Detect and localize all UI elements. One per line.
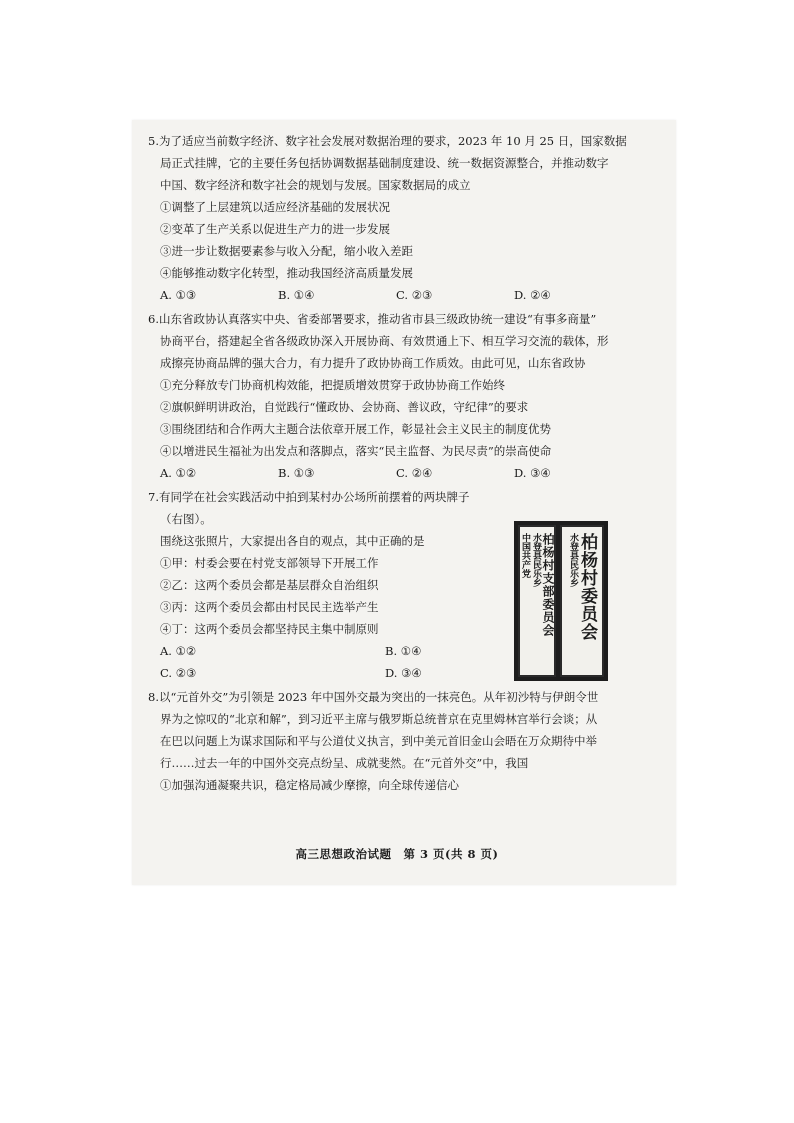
question-6-choices	[148, 462, 663, 484]
question-6-option: ③围绕团结和合作两大主题合法依章开展工作，彰显社会主义民主的制度优势	[160, 422, 551, 436]
party-branch-signboard	[518, 525, 556, 677]
question-8-stem-line: 界为之惊叹的“北京和解”，到习近平主席与俄罗斯总统普京在克里姆林宫举行会谈；从	[160, 712, 598, 726]
choice-a: A. ①②	[160, 466, 197, 480]
question-6-option: ④以增进民生福祉为出发点和落脚点，落实“民主监督、为民尽责”的崇高使命	[160, 444, 552, 458]
question-6-option: ①充分释放专门协商机构效能，把提质增效贯穿于政协协商工作始终	[160, 378, 505, 392]
question-6-stem-line: 6.山东省政协认真落实中央、省委部署要求，推动省市县三级政协统一建设“有事多商量”	[148, 312, 597, 326]
choice-b: B. ①④	[278, 288, 315, 302]
choice-c: C. ②③	[160, 666, 197, 680]
choice-c: C. ②④	[396, 466, 433, 480]
choice-d: D. ③④	[385, 666, 422, 680]
question-8-option: ①加强沟通凝聚共识，稳定格局减少摩擦，向全球传递信心	[160, 778, 459, 792]
question-8-stem-line: 行……过去一年的中国外交亮点纷呈、成就斐然。在“元首外交”中，我国	[160, 756, 529, 770]
sign-right-county-text: 水登县民乐乡	[568, 533, 578, 587]
choice-b: B. ①④	[385, 644, 422, 658]
sign-left-county-text: 水登县民乐乡	[531, 533, 541, 587]
question-8-stem-line: 在巴以问题上为谋求国际和平与公道仗义执言，到中美元首旧金山会晤在万众期待中举	[160, 734, 597, 748]
question-5-stem-line: 局正式挂牌，它的主要任务包括协调数据基础制度建设、统一数据资源整合，并推动数字	[160, 156, 609, 170]
question-7-stem-line: 7.有同学在社会实践活动中拍到某村办公场所前摆着的两块牌子	[148, 490, 470, 504]
page-footer: 高三思想政治试题 第 3 页(共 8 页)	[295, 847, 499, 861]
question-7-option: ③丙：这两个委员会都由村民民主选举产生	[160, 600, 379, 614]
signboard-photo	[514, 521, 608, 681]
question-7-option: ④丁：这两个委员会都坚持民主集中制原则	[160, 622, 379, 636]
question-7-choices	[148, 640, 530, 684]
question-5-option: ①调整了上层建筑以适应经济基础的发展状况	[160, 200, 390, 214]
question-6-stem-line: 成擦亮协商品牌的强大合力，有力提升了政协协商工作质效。由此可见，山东省政协	[160, 356, 586, 370]
question-6-stem-line: 协商平台，搭建起全省各级政协深入开展协商、有效贯通上下、相互学习交流的载体，形	[160, 334, 609, 348]
question-6	[148, 308, 663, 484]
choice-d: D. ②④	[514, 288, 551, 302]
choice-d: D. ③④	[514, 466, 551, 480]
choice-a: A. ①③	[160, 288, 197, 302]
sign-left-party-text: 中国共产党	[520, 533, 530, 578]
question-7-option: ①甲：村委会要在村党支部领导下开展工作	[160, 556, 379, 570]
question-5-option: ③进一步让数据要素参与收入分配，缩小收入差距	[160, 244, 413, 258]
sign-left-main-text: 柏杨村支部委员会	[541, 533, 555, 637]
village-committee-signboard	[560, 525, 604, 677]
question-6-option: ②旗帜鲜明讲政治，自觉践行“懂政协、会协商、善议政，守纪律”的要求	[160, 400, 529, 414]
question-5-option: ②变革了生产关系以促进生产力的进一步发展	[160, 222, 390, 236]
sign-right-main-text: 柏杨村委员会	[577, 533, 597, 641]
question-7-stem-line: （右图）。	[160, 512, 212, 526]
choice-a: A. ①②	[160, 644, 197, 658]
question-5	[148, 130, 663, 306]
question-7-option: ②乙：这两个委员会都是基层群众自治组织	[160, 578, 379, 592]
question-5-stem-line: 中国、数字经济和数字社会的规划与发展。国家数据局的成立	[160, 178, 471, 192]
exam-content	[148, 130, 663, 796]
question-5-choices	[148, 284, 663, 306]
question-8	[148, 686, 663, 796]
question-7-stem-line: 围绕这张照片，大家提出各自的观点，其中正确的是	[160, 534, 425, 548]
question-5-option: ④能够推动数字化转型，推动我国经济高质量发展	[160, 266, 413, 280]
question-8-stem-line: 8.以“元首外交”为引领是 2023 年中国外交最为突出的一抹亮色。从年初沙特与伊朗令世	[148, 690, 599, 704]
choice-c: C. ②③	[396, 288, 433, 302]
choice-b: B. ①③	[278, 466, 315, 480]
question-5-stem-line: 5.为了适应当前数字经济、数字社会发展对数据治理的要求，2023 年 10 月 25 日，国家数据	[148, 134, 627, 148]
